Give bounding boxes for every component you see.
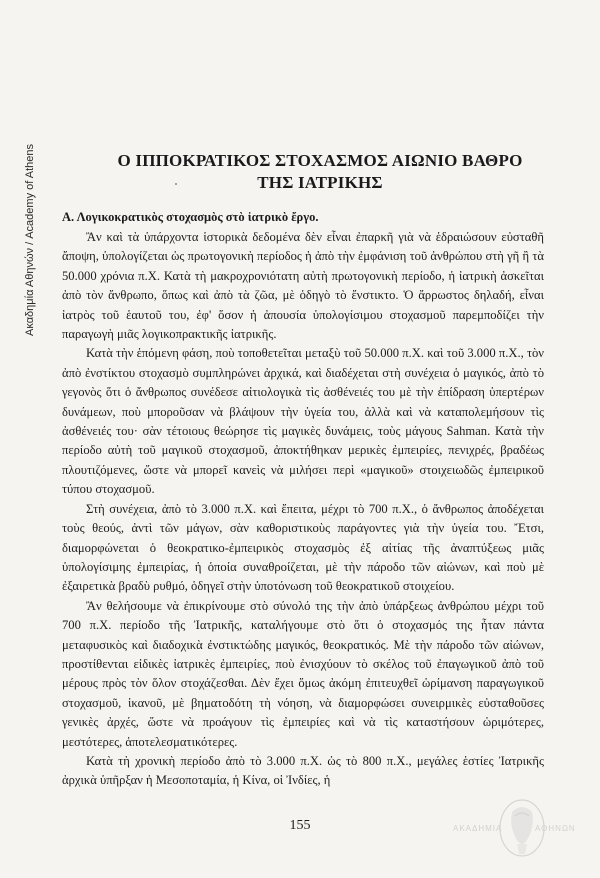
paragraph-5: Κατὰ τὴ χρονικὴ περίοδο ἀπὸ τὸ 3.000 π.Χ. ὡς τὸ 800 π.Χ., μεγάλες ἑστίες Ἰατρικῆς ἀρχικὰ ὑπῆρξαν ἡ Μεσοποταμία, ἡ Κίνα, οἱ Ἰνδίες, ἡ <box>62 753 544 788</box>
paragraph-1: Ἂν καὶ τὰ ὑπάρχοντα ἱστορικὰ δεδομένα δὲν εἶναι ἐπαρκῆ γιὰ νὰ ἑδραιώσουν εὐσταθῆ ἄποψη, ὑπολογίζεται ὡς πρωτογονικὴ περίοδος ἡ ἀπὸ τὴν ἐμφάνιση τοῦ ἀνθρώπου στὴ γῆ ἢ τὰ 50.000 χρόνια π.Χ. Κατὰ τὴ μακροχρονιότατη αὐτὴ πρωτογονικὴ περίοδο, ἡ ἰατρικὴ ἀσκεῖται ἀπὸ τὸν ἄνθρωπο, ὅπως καὶ ἀπὸ τὰ ζῶα, μὲ ὁδηγὸ τὸ ἔνστικτο. Ὁ ἄρρωστος δηλαδή, εἶναι ἰατρὸς τοῦ ἑαυτοῦ του, ἐφ' ὅσον ἡ ἀπουσία ὑπολογίσιμου στοχασμοῦ παρεμποδίζει τὴν παραγωγὴ μιᾶς λογικοπρακτικῆς ἰατρικῆς. <box>62 230 544 342</box>
paragraph-3: Στὴ συνέχεια, ἀπὸ τὸ 3.000 π.Χ. καὶ ἔπειτα, μέχρι τὸ 700 π.Χ., ὁ ἄνθρωπος ἀποδέχεται τοὺς θεούς, ἀντὶ τῶν μάγων, σὰν καθοριστικοὺς παράγοντες γιὰ τὴν ὑγεία του. Ἔτσι, διαμορφώνεται ὁ θεοκρατικο-ἐμπειρικὸς στοχασμὸς ἐξ αἰτίας τῆς ἀναπτύξεως μιᾶς ὑπολογίσιμης ἐμπειρίας, ἡ ὁποία συναθροίζεται, μὲ τὴν πάροδο τῶν αἰώνων, καὶ ποὺ μὲ ἐξαιρετικὰ βραδὺ ρυθμό, ὁδηγεῖ στὴν ὑποτόνωση τοῦ θεοκρατικοῦ στοιχείου. <box>62 501 544 594</box>
title-line-1: Ο ΙΠΠΟΚΡΑΤΙΚΟΣ ΣΤΟΧΑΣΜΟΣ ΑΙΩΝΙΟ ΒΑΘΡΟ <box>117 151 523 170</box>
body-text <box>62 228 544 791</box>
academy-watermark <box>453 792 580 862</box>
speck <box>175 183 177 185</box>
paragraph-4: Ἂν θελήσουμε νὰ ἐπικρίνουμε στὸ σύνολό της τὴν ἀπὸ ὑπάρξεως ἀνθρώπου μέχρι τοῦ 700 π.Χ. περίοδο τῆς Ἰατρικῆς, καταλήγουμε στὸ ὅτι ὁ στοχασμός της ἦταν πάντα μεταφυσικὸς καὶ διαδοχικὰ ἐνστικτώδης μαγικός, θεοκρατικός. Μὲ τὴν πάροδο τῶν αἰώνων, προστίθενται εἰδικὲς ἰατρικὲς ἐμπειρίες, ποὺ ἐνισχύουν τὸ σκέλος τοῦ ἐπαγωγικοῦ ἀπὸ τοῦ μέρους πρὸς τὸν ὅλον στοχάζεσθαι. Δὲν ἔχει ὅμως ἀκόμη ἐπιτευχθεῖ ὡρίμανση παραγωγικοῦ στοχασμοῦ, ἱκανοῦ, μὲ βηματοδότη τὴ νόηση, νὰ διαμορφώσει συνειρμικὲς εὐσταθοῦσες γενικὲς ἀρχές, ὥστε νὰ προάγουν τὶς ἐμπειρίες καὶ νὰ τὶς καταστήσουν ὡριμότερες, μεστότερες, ἀποτελεσματικότερες. <box>62 598 544 749</box>
title-line-2: ΤΗΣ ΙΑΤΡΙΚΗΣ <box>257 173 383 192</box>
watermark-left-text: ΑΚΑΔΗΜΙΑ <box>453 824 503 833</box>
paragraph-2: Κατὰ τὴν ἑπόμενη φάση, ποὺ τοποθετεῖται μεταξὺ τοῦ 50.000 π.Χ. καὶ τοῦ 3.000 π.Χ., τὸν ἀπὸ ἐνστίκτου στοχασμὸ συμπληρώνει ἀρχικά, καὶ διαδέχεται στὴ συνέχεια ὁ μαγικός, ἀπὸ τὸ γεγονὸς ὅτι ὁ ἄνθρωπος συνέδεσε αἰτιολογικὰ τὶς ἀσθένειές του μὲ τὴν ἐπίδραση ὑπερτέρων δυνάμεων, ποὺ μποροῦσαν νὰ βλάψουν τὴν ὑγεία του, ἀλλὰ καὶ νὰ καταπολεμήσουν τὶς ἀσθένειές του· σὰν τέτοιους θεώρησε τὶς μαγικὲς δυνάμεις, τοὺς μάγους Sahman. Κατὰ τὴν περίοδο αὐτὴ τοῦ μαγικοῦ στοχασμοῦ, ἀποκτήθηκαν μερικὲς ἐμπειρίες, πενιχρές, βραδέως πλουτιζόμενες, ὥστε νὰ μπορεῖ κανεὶς νὰ μιλήσει περὶ «μαγικοῦ» στοιχειωδῶς ἐμπειρικοῦ τύπου στοχασμοῦ. <box>62 346 544 497</box>
academy-side-label: Ακαδημία Αθηνών / Academy of Athens <box>24 143 36 337</box>
watermark-right-text: ΑΘΗΝΩΝ <box>535 824 576 833</box>
section-heading: Α. Λογικοκρατικὸς στοχασμὸς στὸ ἰατρικὸ ἔργο. <box>62 210 319 224</box>
page-number: 155 <box>289 818 311 833</box>
